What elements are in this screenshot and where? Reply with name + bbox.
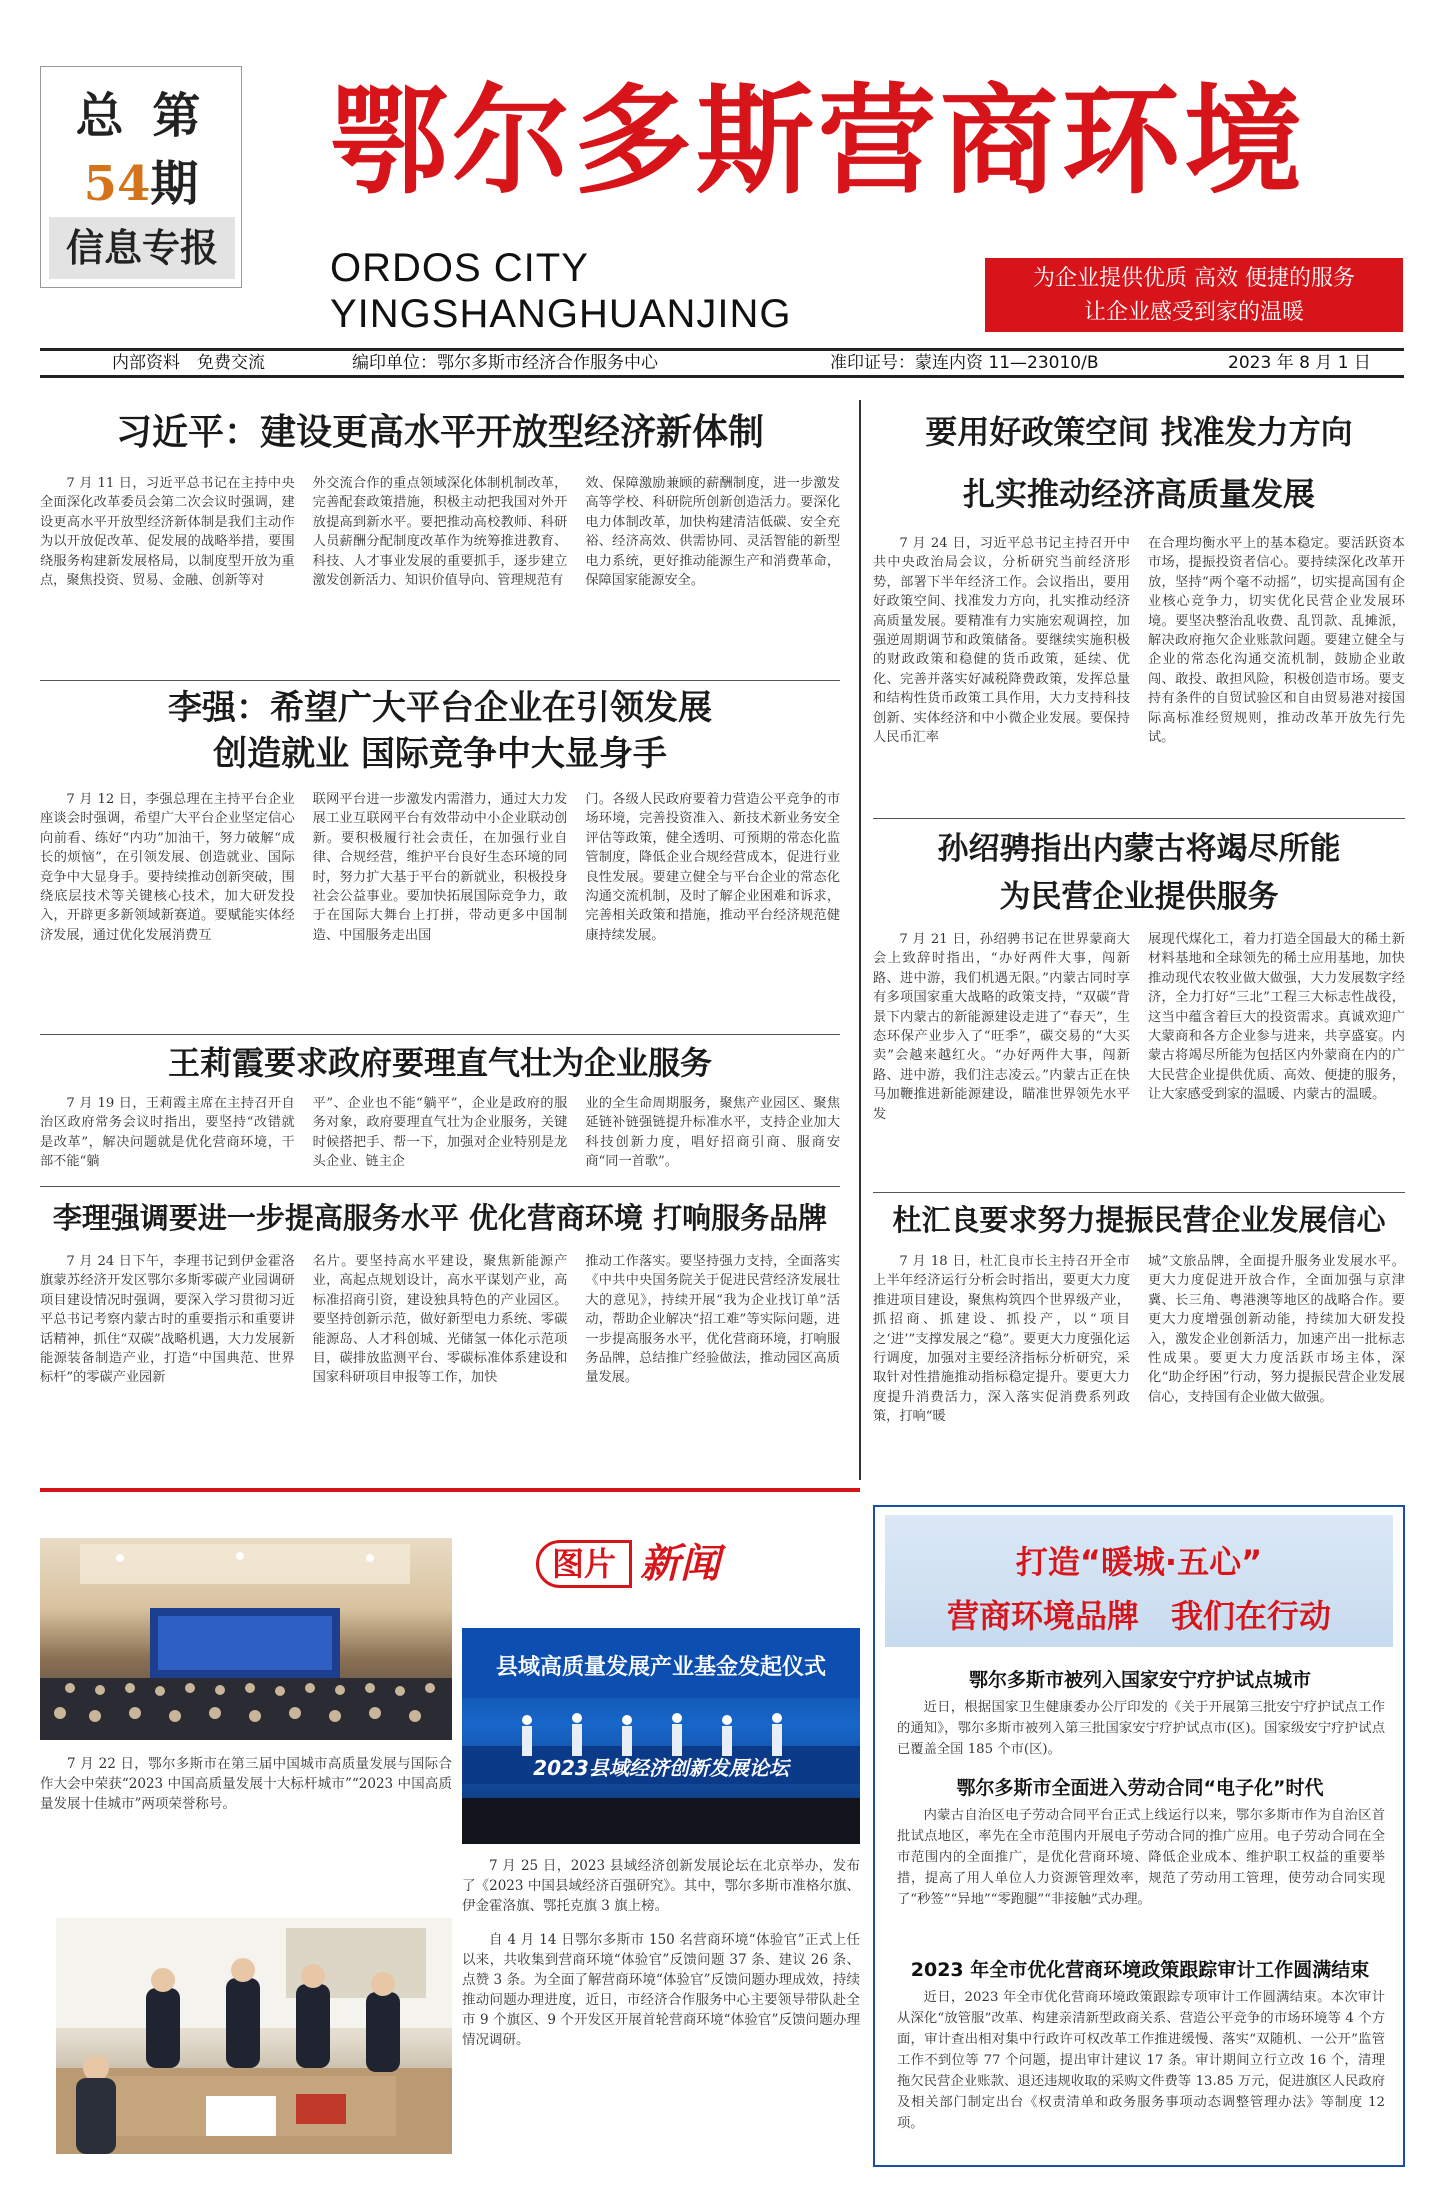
photo3-caption: 自 4 月 14 日鄂尔多斯市 150 名营商环境“体验官”正式上任以来，共收集到营商环境“体验官”反馈问题 37 条、建议 26 条、点赞 3 条。为全面了解营商环境“体验官”反馈问题办理成效，持续推动问题办理进度，近日，市经济合作服务中心主要领导带队赴全市 9 个旗区、9 个开发区开展首轮营商环境“体验官”反馈问题办理情况调研。 bbox=[462, 1932, 860, 2048]
article1-col2: 外交流合作的重点领域深化体制机制改革，完善配套政策措施，积极主动把我国对外开放提高到新水平。要把推动高校教师、科研人员薪酬分配制度改革作为统筹推进教育、科技、人才事业发展的重要抓手，逐步建立激发创新活力、知识价值导向、管理规范有 bbox=[312, 476, 568, 589]
info-date: 2023 年 8 月 1 日 bbox=[1228, 353, 1371, 373]
divider bbox=[873, 1192, 1405, 1193]
article4-title: 李理强调要进一步提高服务水平 优化营商环境 打响服务品牌 bbox=[52, 1201, 828, 1235]
article6-col1: 7 月 21 日，孙绍骋书记在世界蒙商大会上致辞时指出，“办好两件大事，闯新路、进中游，我们机遇无限。”内蒙古同时享有多项国家重大战略的政策支持，“双碳”背景下内蒙古的新能源建设走进了“春天”，生态环保产业步入了“旺季”，碳交易的“大买卖”会越来越红火。“办好两件大事，闯新路、进中游，我们注志凌云。”内蒙古正在快马加鞭推进新能源建设，瞄准世界领先水平发 bbox=[873, 932, 1130, 1122]
article4-col1: 7 月 24 日下午，李理书记到伊金霍洛旗蒙苏经济开发区鄂尔多斯零碳产业园调研项目建设情况时强调，要深入学习贯彻习近平总书记考察内蒙古时的重要指示和重要讲话精神，抓住“双碳”战略机遇，大力发展新能源装备制造产业，打造“中国典范、世界标杆”的零碳产业园新 bbox=[40, 1254, 295, 1386]
article2-body bbox=[40, 790, 840, 1026]
article1-col3: 效、保障激励兼顾的薪酬制度，进一步激发高等学校、科研院所创新创造活力。要深化电力体制改革，加快构建清洁低碳、安全充裕、经济高效、供需协同、灵活智能的新型电力系统，更好推动能源生产和消费革命，保障国家能源安全。 bbox=[585, 476, 841, 589]
photo2-caption: 7 月 25 日，2023 县域经济创新发展论坛在北京举办，发布了《2023 中国县域经济百强研究》。其中，鄂尔多斯市准格尔旗、伊金霍洛旗、鄂托克旗 3 旗上榜。 bbox=[462, 1858, 860, 1914]
campaign-banner bbox=[885, 1515, 1393, 1647]
article3-col2: 平”、企业也不能“躺平”，企业是政府的服务对象，政府要理直气壮为企业服务，关键时候搭把手、帮一下，加强对企业特别是龙头企业、链主企 bbox=[312, 1096, 568, 1170]
divider bbox=[873, 818, 1405, 819]
article2-title-line1: 李强：希望广大平台企业在引领发展 bbox=[168, 688, 712, 728]
info-internal: 内部资料 免费交流 bbox=[112, 353, 265, 373]
photo-forum-stage bbox=[462, 1628, 860, 1844]
column-divider bbox=[859, 400, 861, 1480]
article7-col1: 7 月 18 日，杜汇良市长主持召开全市上半年经济运行分析会时指出，要更大力度推进项目建设，聚焦构筑四个世界级产业，抓招商、抓建设、抓投产，以“项目之‘进’”支撑发展之“稳”。要更大力度强化运行调度，加强对主要经济指标分析研究，采取针对性措施推动指标稳定提升。要更大力度提升消费活力，深入落实促消费系列政策，打响“暖 bbox=[873, 1254, 1130, 1425]
article1-body bbox=[40, 474, 840, 670]
article4-col2: 名片。要坚持高水平建设，聚焦新能源产业，高起点规划设计，高水平谋划产业，高标准招商引资，建设独具特色的产业园区。要坚持创新示范，做好新型电力系统、零碳能源岛、人才科创城、光储氢一体化示范项目，碳排放监测平台、零碳标准体系建设和国家科研项目申报等工作，加快 bbox=[312, 1254, 568, 1386]
article2-col3: 门。各级人民政府要着力营造公平竞争的市场环境，完善投资准入、新技术新业务安全评估等政策，健全透明、可预期的常态化监管制度，降低企业合规经营成本，促进行业良性发展。要建立健全与平台企业的常态化沟通交流机制，及时了解企业困难和诉求，完善相关政策和措施，推动平台经济规范健康持续发展。 bbox=[585, 792, 841, 943]
campaign-banner-line2: 营商环境品牌 我们在行动 bbox=[946, 1597, 1331, 1635]
info-editor: 编印单位：鄂尔多斯市经济合作服务中心 bbox=[352, 353, 658, 373]
issue-number: 54 bbox=[83, 156, 151, 212]
slogan-line2: 让企业感受到家的温暖 bbox=[1083, 300, 1304, 325]
photo-section-rule bbox=[40, 1488, 860, 1492]
photo-forum-stage-text: 2023县域经济创新发展论坛 bbox=[533, 1756, 789, 1780]
article4-col3: 推动工作落实。要坚持强力支持，全面落实《中共中央国务院关于促进民营经济发展壮大的意见》，持续开展“我为企业找订单”活动，帮助企业解决“招工难”等实际问题，进一步提高服务水平，优化营商环境，打响服务品牌，总结推广经验做法，推动园区高质量发展。 bbox=[585, 1254, 841, 1386]
article7-body bbox=[873, 1252, 1405, 1464]
masthead-en-line1: ORDOS CITY bbox=[330, 246, 589, 290]
article5-title-line1: 要用好政策空间 找准发力方向 bbox=[925, 413, 1353, 451]
issue-unit: 期 bbox=[150, 156, 199, 212]
article1-title: 习近平：建设更高水平开放型经济新体制 bbox=[115, 412, 764, 453]
info-bar bbox=[40, 348, 1404, 378]
article6-body bbox=[873, 930, 1405, 1184]
article5-title-line2: 扎实推动经济高质量发展 bbox=[962, 475, 1315, 513]
panel-news3-body: 近日，2023 年全市优化营商环境政策跟踪专项审计工作圆满结束。本次审计从深化“放管服”改革、构建亲清新型政商关系、营造公平竞争的市场环境等 4 个方面，审计查出相对集中行政许可权改革工作推进缓慢、落实“双随机、一公开”监管工作不到位等 77 个问题，提出审计建议 17 条。审计期间立行立改 16 个，清理拖欠民营企业账款、退还违规收取的采购文件费等 13.85 万元，促进旗区人民政府及相关部门制定出台《权责清单和政务服务事项动态调整管理办法》等制度 12 项。 bbox=[897, 1990, 1385, 2131]
slogan-box bbox=[985, 258, 1403, 332]
issue-total-label: 总 第 bbox=[75, 88, 207, 144]
article7-col2: 城”文旅品牌，全面提升服务业发展水平。更大力度促进开放合作，全面加强与京津冀、长三角、粤港澳等地区的战略合作。要更大力度增强创新动能，持续加大研发投入，激发企业创新活力，加速产出一批标志性成果。要更大力度活跃市场主体，深化“助企纾困”行动，努力提振民营企业发展信心，支持国有企业做大做强。 bbox=[1148, 1254, 1405, 1405]
article6-col2: 展现代煤化工，着力打造全国最大的稀土新材料基地和全球领先的稀土应用基地，加快推动现代农牧业做大做强，大力发展数字经济，全力打好“三北”工程三大标志性战役，这当中蕴含着巨大的投资需求。真诚欢迎广大蒙商和各方企业参与进来，共享盛宴。内蒙古将竭尽所能为包括区内外蒙商在内的广大民营企业提供优质、高效、便捷的服务，让大家感受到家的温暖、内蒙古的温暖。 bbox=[1148, 932, 1405, 1103]
panel-news1-body: 近日，根据国家卫生健康委办公厅印发的《关于开展第三批安宁疗护试点工作的通知》，鄂尔多斯市被列入第三批国家安宁疗护试点市(区)。国家级安宁疗护试点已覆盖全国 185 个市(区)。 bbox=[897, 1700, 1385, 1757]
issue-box bbox=[40, 66, 242, 288]
photo1-caption: 7 月 22 日，鄂尔多斯市在第三届中国城市高质量发展与国际合作大会中荣获“2023 中国高质量发展十大标杆城市”“2023 中国高质量发展十佳城市”两项荣誉称号。 bbox=[40, 1756, 452, 1812]
article5-col2: 在合理均衡水平上的基本稳定。要活跃资本市场，提振投资者信心。要持续深化改革开放，坚持“两个毫不动摇”，切实提高国有企业核心竞争力，切实优化民营企业发展环境。要坚决整治乱收费、乱罚款、乱摊派，解决政府拖欠企业账款问题。要建立健全与企业的常态化沟通交流机制，鼓励企业敢闯、敢投、敢担风险，积极创造市场。要支持有条件的自贸试验区和自由贸易港对接国际高标准经贸规则，推动改革开放先行先试。 bbox=[1148, 536, 1405, 746]
divider bbox=[40, 1034, 840, 1035]
article5-body bbox=[873, 534, 1405, 810]
article2-col1: 7 月 12 日，李强总理在主持平台企业座谈会时强调，希望广大平台企业坚定信心向前看、练好“内功”加油干，努力破解“成长的烦恼”，在引领发展、创造就业、国际竞争中大显身手。要持续推动创新突破，围绕底层技术等关键核心技术，加大研发投入，开辟更多新领域新赛道。要赋能实体经济发展，通过优化发展消费互 bbox=[40, 792, 295, 943]
article5-col1: 7 月 24 日，习近平总书记主持召开中共中央政治局会议，分析研究当前经济形势，部署下半年经济工作。会议指出，要用好政策空间、找准发力方向，扎实推动经济高质量发展。要精准有力实施宏观调控，加强逆周期调节和政策储备。要继续实施积极的财政政策和稳健的货币政策，延续、优化、完善并落实好减税降费政策，发挥总量和结构性货币政策工具作用，大力支持科技创新、实体经济和中小微企业发展。要保持人民币汇率 bbox=[873, 536, 1130, 746]
picture-news-logo bbox=[536, 1534, 776, 1594]
article6-title-line2: 为民营企业提供服务 bbox=[999, 879, 1279, 915]
panel-news2-body: 内蒙古自治区电子劳动合同平台正式上线运行以来，鄂尔多斯市作为自治区首批试点地区，率先在全市范围内开展电子劳动合同的推广应用。电子劳动合同在全市范围内的全面推广，是优化营商环境、降低企业成本、维护职工权益的重要举措，提高了用人单位人力资源管理效率，规范了劳动用工管理，使劳动合同实现了“秒签”“异地”“零跑腿”“非接触”式办理。 bbox=[897, 1808, 1385, 1907]
article3-col1: 7 月 19 日，王莉霞主席在主持召开自治区政府常务会议时指出，要坚持“改错就是改革”，解决问题就是优化营商环境，干部不能“躺 bbox=[40, 1096, 295, 1170]
divider bbox=[40, 1186, 840, 1187]
panel-news3-title: 2023 年全市优化营商环境政策跟踪审计工作圆满结束 bbox=[910, 1959, 1370, 1981]
article2-title-line2: 创造就业 国际竞争中大显身手 bbox=[213, 734, 667, 774]
article3-col3: 业的全生命周期服务，聚焦产业园区、聚焦延链补链强链提升标准水平，支持企业加大科技创新力度，唱好招商引商、服商安商“同一首歌”。 bbox=[585, 1096, 841, 1170]
masthead-title: 鄂尔多斯营商环境 bbox=[330, 72, 1307, 210]
issue-type-label: 信息专报 bbox=[49, 217, 235, 279]
picture-news-logo-text: 新闻 bbox=[640, 1541, 720, 1587]
divider bbox=[40, 680, 840, 681]
picture-news-logo-box: 图片 bbox=[536, 1540, 632, 1588]
info-permit: 准印证号：蒙连内资 11—23010/B bbox=[830, 353, 1099, 373]
article3-title: 王莉霞要求政府要理直气壮为企业服务 bbox=[167, 1044, 712, 1082]
campaign-panel bbox=[873, 1505, 1405, 2167]
article1-col1: 7 月 11 日，习近平总书记在主持中央全面深化改革委员会第二次会议时强调，建设更高水平开放型经济新体制是我们主动作为以开放促改革、促发展的战略举措，要围绕服务构建新发展格局，以制度型开放为重点，聚焦投资、贸易、金融、创新等对 bbox=[40, 476, 295, 589]
article2-col2: 联网平台进一步激发内需潜力，通过大力发展工业互联网平台有效带动中小企业联动创新。要积极履行社会责任，在加强行业自律、合规经营，维护平台良好生态环境的同时，努力扩大基于平台的新就业，积极投身社会公益事业。要加快拓展国际竞争力，敢于在国际大舞台上打拼，带动更多中国制造、中国服务走出国 bbox=[312, 792, 568, 943]
article4-body bbox=[40, 1252, 840, 1464]
masthead-en-line2: YINGSHANGHUANJING bbox=[330, 292, 792, 336]
slogan-line1: 为企业提供优质 高效 便捷的服务 bbox=[1033, 266, 1355, 291]
panel-news2-title: 鄂尔多斯市全面进入劳动合同“电子化”时代 bbox=[956, 1777, 1324, 1799]
campaign-banner-line1: 打造“暖城·五心” bbox=[1015, 1543, 1263, 1581]
photo-awards-ceremony-graphic bbox=[40, 1538, 452, 1740]
photo-awards-ceremony bbox=[40, 1538, 452, 1740]
photo-meeting-graphic bbox=[56, 1918, 452, 2154]
issue-number-line bbox=[41, 145, 241, 214]
article7-title: 杜汇良要求努力提振民营企业发展信心 bbox=[892, 1203, 1386, 1237]
article6-title-line1: 孙绍骋指出内蒙古将竭尽所能 bbox=[937, 831, 1341, 867]
article3-body bbox=[40, 1094, 840, 1174]
photo-forum-banner-text: 县域高质量发展产业基金发起仪式 bbox=[495, 1655, 826, 1680]
photo-meeting bbox=[56, 1918, 452, 2154]
panel-news1-title: 鄂尔多斯市被列入国家安宁疗护试点城市 bbox=[968, 1669, 1311, 1691]
